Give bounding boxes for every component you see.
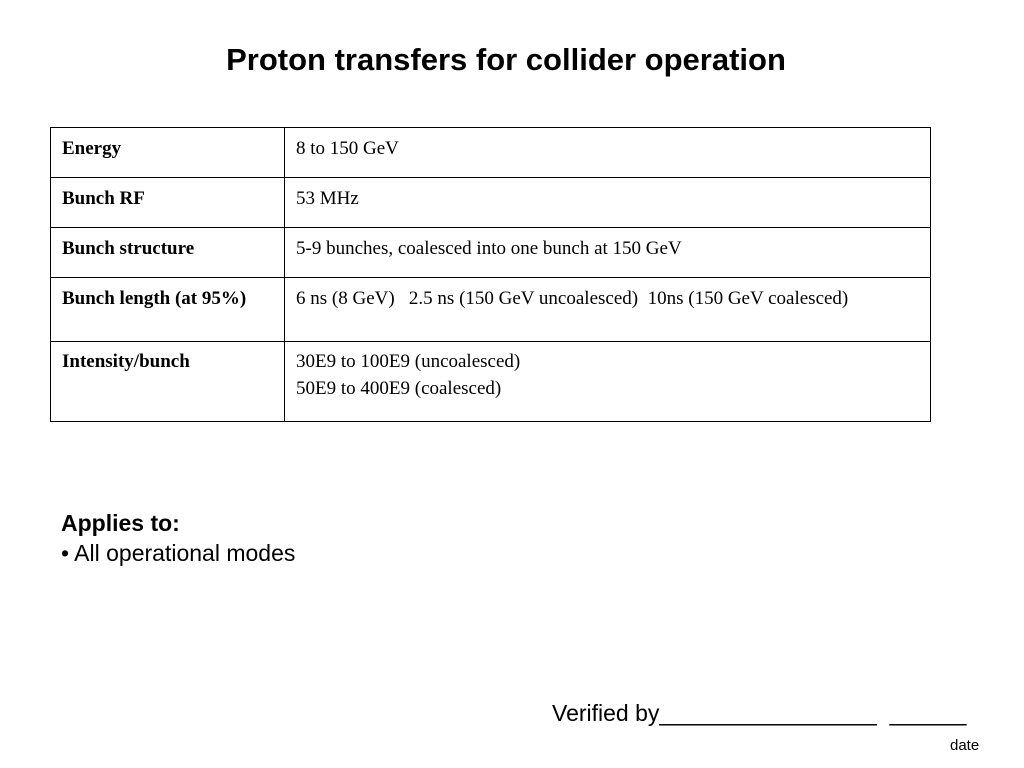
verified-signature-line: Verified by_________________ ______ [552, 700, 967, 726]
row-value [285, 278, 931, 342]
row-value-line: 5-9 bunches, coalesced into one bunch at 150 GeV [296, 238, 682, 259]
row-label: Bunch structure [51, 228, 285, 278]
row-label: Bunch RF [51, 178, 285, 228]
row-label: Bunch length (at 95%) [51, 278, 285, 342]
table-row-bunch-structure [51, 228, 931, 278]
row-value-line: 50E9 to 400E9 (coalesced) [296, 378, 502, 399]
row-value [285, 228, 931, 278]
row-value-line: 8 to 150 GeV [296, 138, 399, 159]
table-row-bunch-rf [51, 178, 931, 228]
spec-table [50, 127, 931, 422]
row-value-line: 30E9 to 100E9 (uncoalesced) [296, 351, 521, 372]
row-value [285, 342, 931, 422]
row-value [285, 128, 931, 178]
page-title: Proton transfers for collider operation [226, 42, 786, 77]
table-row-energy [51, 128, 931, 178]
row-label: Intensity/bunch [51, 342, 285, 422]
row-value-line: 6 ns (8 GeV) 2.5 ns (150 GeV uncoalesced) 10ns (150 GeV coalesced) [296, 288, 849, 309]
row-value [285, 178, 931, 228]
row-label: Energy [51, 128, 285, 178]
applies-item: • All operational modes [61, 540, 296, 566]
table-row-intensity [51, 342, 931, 422]
row-value-line: 53 MHz [296, 188, 359, 209]
applies-heading: Applies to: [61, 510, 180, 536]
table-row-bunch-length [51, 278, 931, 342]
applies-section [61, 508, 295, 568]
date-label: date [950, 737, 980, 754]
